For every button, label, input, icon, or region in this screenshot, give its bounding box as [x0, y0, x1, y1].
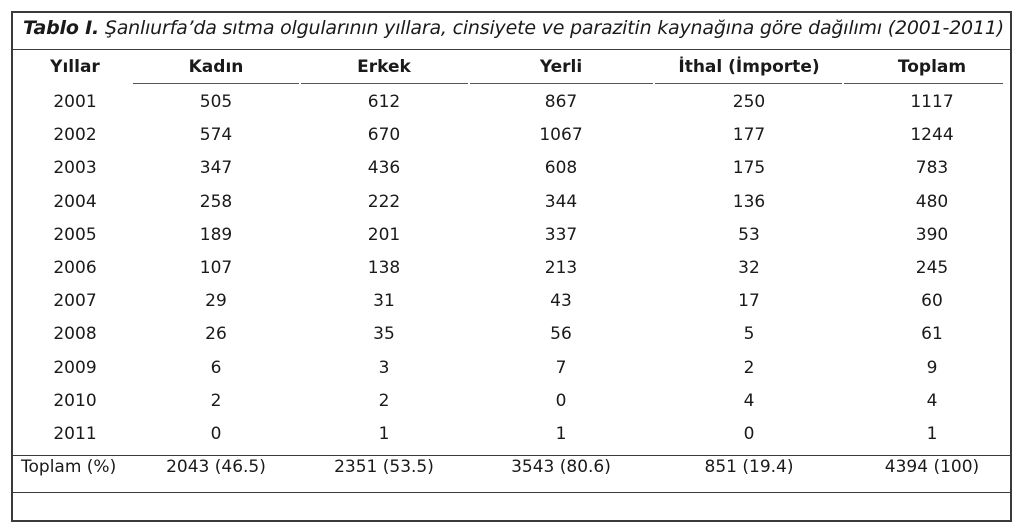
table-cell: 0: [555, 390, 567, 411]
table-cell: 4: [926, 390, 938, 411]
table-cell: 53: [738, 224, 760, 245]
table-cell: 783: [915, 158, 949, 179]
table-cell: 250: [732, 92, 766, 112]
table-caption: [23, 17, 1004, 39]
table-cell: 2004: [53, 191, 97, 212]
table-cell: 2005: [53, 224, 97, 245]
table-cell: 213: [544, 258, 578, 278]
column-header: Erkek: [357, 57, 411, 77]
table-cell: 2003: [53, 158, 97, 179]
table-cell: 480: [915, 191, 949, 212]
table-cell: 60: [921, 291, 943, 312]
table-cell: 35: [373, 324, 395, 345]
total-cell: 851 (19.4): [704, 457, 794, 477]
total-cell: 2351 (53.5): [334, 457, 434, 477]
table-cell: 17: [738, 291, 760, 312]
table-cell: 177: [732, 125, 766, 146]
table-cell: 5: [743, 324, 755, 345]
table-cell: 867: [544, 92, 578, 112]
table-cell: 2008: [53, 324, 97, 345]
table-cell: 7: [555, 357, 567, 378]
table-cell: 608: [544, 158, 578, 179]
table-cell: 670: [367, 125, 401, 146]
table-cell: 390: [915, 224, 949, 245]
table-cell: 2: [378, 390, 390, 411]
table-cell: 2: [743, 357, 755, 378]
column-header: Toplam: [897, 57, 967, 77]
total-label: Toplam (%): [21, 457, 117, 477]
table-cell: 2010: [53, 390, 97, 411]
table-cell: 2011: [53, 424, 97, 444]
table-cell: 344: [544, 191, 578, 212]
table-cell: 505: [199, 92, 233, 112]
table-cell: 189: [199, 224, 233, 245]
table-cell: 1: [555, 424, 567, 444]
header-underline: [470, 83, 653, 84]
table-cell: 56: [550, 324, 572, 345]
bottom-rule: [13, 492, 1010, 493]
table-cell: 201: [367, 224, 401, 245]
table-cell: 2: [210, 390, 222, 411]
table-cell: 337: [544, 224, 578, 245]
caption-lead: Tablo I.: [23, 17, 99, 39]
table-cell: 43: [550, 291, 572, 312]
header-underline: [655, 83, 842, 84]
table-cell: 347: [199, 158, 233, 179]
table-cell: 3: [378, 357, 390, 378]
table-cell: 138: [367, 258, 401, 278]
table-cell: 2006: [53, 258, 97, 278]
table-cell: 2001: [53, 92, 97, 112]
table-cell: 29: [205, 291, 227, 312]
table-cell: 245: [915, 258, 949, 278]
header-underline: [844, 83, 1003, 84]
top-rule: [13, 49, 1010, 50]
table-cell: 61: [921, 324, 943, 345]
table-cell: 6: [210, 357, 222, 378]
table-cell: 0: [210, 424, 222, 444]
column-header: Yerli: [539, 57, 583, 77]
total-cell: 3543 (80.6): [511, 457, 611, 477]
table-cell: 222: [367, 191, 401, 212]
table-cell: 26: [205, 324, 227, 345]
column-header: Kadın: [188, 57, 244, 77]
table-cell: 0: [743, 424, 755, 444]
total-cell: 2043 (46.5): [166, 457, 266, 477]
table-cell: 258: [199, 191, 233, 212]
table-cell: 1: [378, 424, 390, 444]
header-underline: [133, 83, 299, 84]
column-header: Yıllar: [50, 57, 100, 77]
total-rule: [13, 455, 1010, 456]
table-cell: 4: [743, 390, 755, 411]
caption-text: Şanlıurfa’da sıtma olgularının yıllara, cinsiyete ve parazitin kaynağına göre dağılımı (2001-2011): [99, 17, 1004, 39]
table-cell: 574: [199, 125, 233, 146]
table-cell: 436: [367, 158, 401, 179]
table-cell: 1117: [910, 92, 954, 112]
table-cell: 1: [926, 424, 938, 444]
header-underline: [301, 83, 468, 84]
table-cell: 32: [738, 258, 760, 278]
table-cell: 2009: [53, 357, 97, 378]
table-cell: 9: [926, 357, 938, 378]
table-cell: 136: [732, 191, 766, 212]
table-cell: 1244: [910, 125, 954, 146]
table-cell: 31: [373, 291, 395, 312]
column-header: İthal (İmporte): [678, 57, 820, 77]
total-cell: 4394 (100): [884, 457, 980, 477]
table-cell: 1067: [539, 125, 583, 146]
table-cell: 612: [367, 92, 401, 112]
table-cell: 175: [732, 158, 766, 179]
table-frame: [11, 11, 1012, 522]
table-cell: 2007: [53, 291, 97, 312]
table-cell: 107: [199, 258, 233, 278]
table-cell: 2002: [53, 125, 97, 146]
